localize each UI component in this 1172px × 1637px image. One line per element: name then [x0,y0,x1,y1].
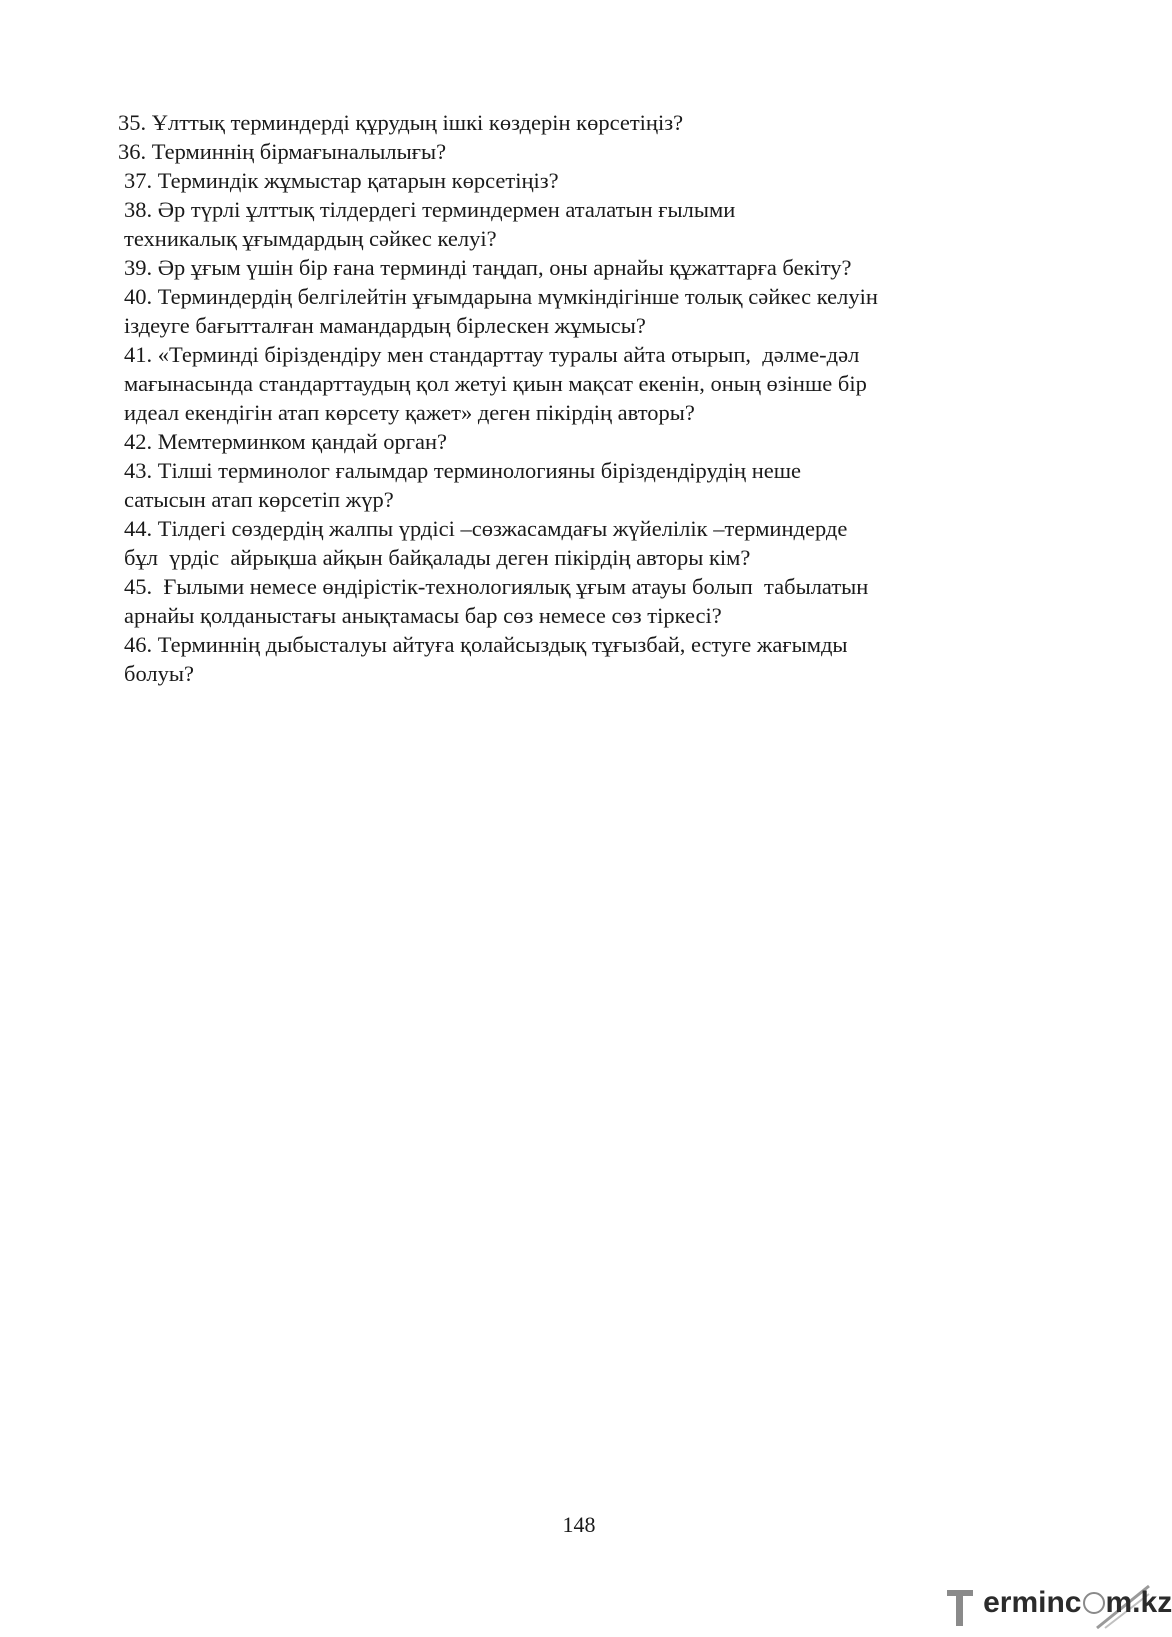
question-line: 36. Терминнің бірмағыналылығы? [118,139,447,164]
question-line: техникалық ұғымдардың сәйкес келуі? [124,226,497,251]
question-line: 35. Ұлттық терминдерді құрудың ішкі көздерін көрсетіңіз? [118,110,684,135]
logo-search-icon [1083,1592,1105,1614]
question-line: 39. Әр ұғым үшін бір ғана терминді таңдап, оны арнайы құжаттарға бекіту? [124,255,852,280]
question-line: сатысын атап көрсетіп жүр? [124,487,394,512]
question-line: арнайы қолданыстағы анықтамасы бар сөз немесе сөз тіркесі? [124,603,722,628]
question-line: 42. Мемтерминком қандай орган? [124,429,448,454]
page-number: 148 [562,1512,596,1537]
question-line: 45. Ғылыми немесе өндірістік-технологиялық ұғым атауы болып табылатын [124,574,869,599]
question-line: 38. Әр түрлі ұлттық тілдердегі терминдермен аталатын ғылыми [124,197,736,222]
question-line: идеал екендігін атап көрсету қажет» деген пікірдің авторы? [124,400,695,425]
logo-wordmark: erminc m.kz [983,1586,1172,1619]
termincom-logo [945,1582,1172,1632]
question-line: 37. Терминдік жұмыстар қатарын көрсетіңіз? [124,168,559,193]
question-line: 40. Терминдердің белгілейтін ұғымдарына мүмкіндігінше толық сәйкес келуін [124,284,878,309]
question-line: 41. «Терминді біріздендіру мен стандарттау туралы айта отырып, дәлме-дәл [124,342,860,367]
question-line: 46. Терминнің дыбысталуы айтуға қолайсыздық тұғызбай, естуге жағымды [124,632,848,657]
question-list [118,108,998,688]
question-line: мағынасында стандарттаудың қол жетуі қиын мақсат екенін, оның өзінше бір [124,371,867,396]
question-line: іздеуге бағытталған мамандардың бірлескен жұмысы? [124,313,646,338]
question-line: болуы? [124,661,194,686]
question-line: 43. Тілші терминолог ғалымдар терминологияны біріздендірудің неше [124,458,802,483]
question-line: бұл үрдіс айрықша айқын байқалады деген пікірдің авторы кім? [124,545,751,570]
question-line: 44. Тілдегі сөздердің жалпы үрдісі –сөзжасамдағы жүйелілік –терминдерде [124,516,848,541]
